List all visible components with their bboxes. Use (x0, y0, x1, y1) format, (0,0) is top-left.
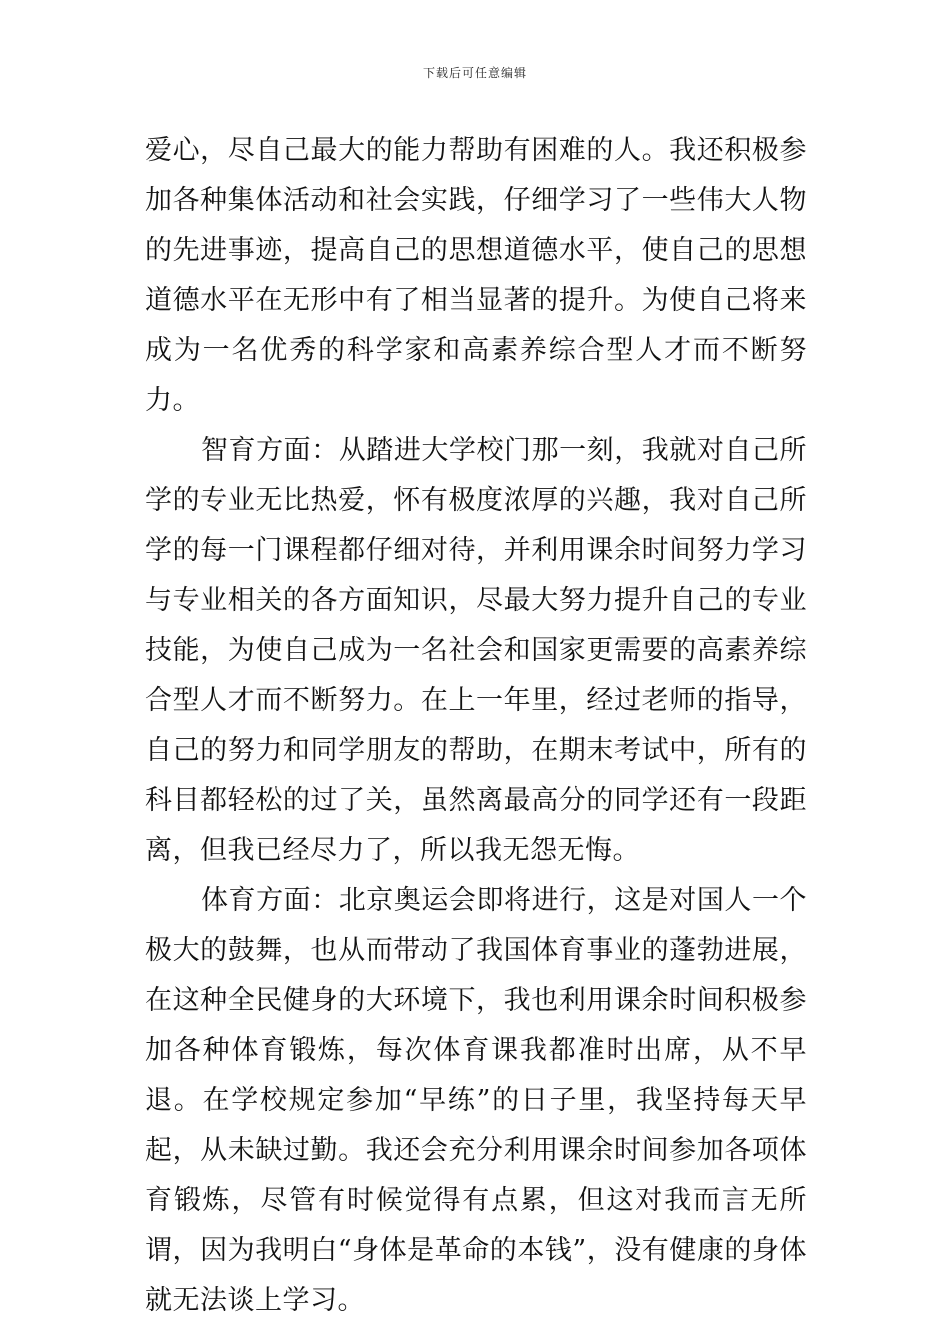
page-header-note: 下载后可任意编辑 (422, 66, 527, 80)
paragraph-intellectual-education: 智育方面：从踏进大学校门那一刻，我就对自己所学的专业无比热爱，怀有极度浓厚的兴趣，我对自己所学的每一门课程都仔细对待，并利用课余时间努力学习与专业相关的各方面知识，尽最大努力提升自己的专业技能，为使自己成为一名社会和国家更需要的高素养综合型人才而不断努力。在上一年里，经过老师的指导，自己的努力和同学朋友的帮助，在期末考试中，所有的科目都轻松的过了关，虽然离最高分的同学还有一段距离，但我已经尽力了，所以我无怨无悔。 (145, 435, 807, 866)
document-body (145, 126, 807, 1326)
paragraph-continuation: 爱心，尽自己最大的能力帮助有困难的人。我还积极参加各种集体活动和社会实践，仔细学习了一些伟大人物的先进事迹，提高自己的思想道德水平，使自己的思想道德水平在无形中有了相当显著的提升。为使自己将来成为一名优秀的科学家和高素养综合型人才而不断努力。 (145, 135, 807, 416)
paragraph-physical-education: 体育方面：北京奥运会即将进行，这是对国人一个极大的鼓舞，也从而带动了我国体育事业的蓬勃进展，在这种全民健身的大环境下，我也利用课余时间积极参加各种体育锻炼，每次体育课我都准时出席，从不早退。在学校规定参加“早练”的日子里，我坚持每天早起，从未缺过勤。我还会充分利用课余时间参加各项体育锻炼，尽管有时候觉得有点累，但这对我而言无所谓，因为我明白“身体是革命的本钱”，没有健康的身体就无法谈上学习。 (145, 885, 807, 1316)
